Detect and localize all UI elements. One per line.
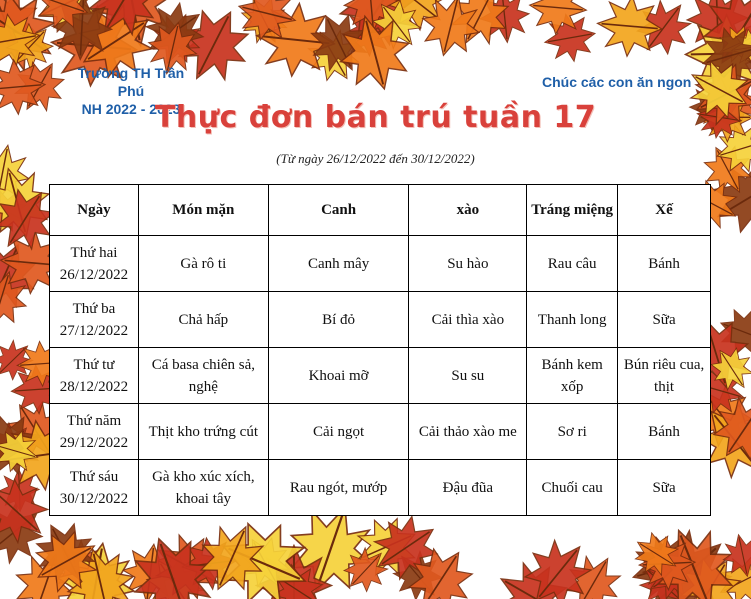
greeting-text: Chúc các con ăn ngon	[542, 74, 692, 90]
snack-cell: Bánh	[618, 236, 711, 292]
dessert-cell: Sơ ri	[527, 404, 618, 460]
stir-fry-cell: Su su	[409, 348, 527, 404]
day-name: Thứ ba	[72, 300, 116, 317]
day-cell	[50, 404, 139, 460]
day-date: 26/12/2022	[59, 266, 129, 283]
main-dish-cell: Thịt kho trứng cút	[138, 404, 268, 460]
day-name: Thứ năm	[66, 412, 122, 429]
day-cell	[50, 236, 139, 292]
table-header-row	[50, 185, 711, 236]
header-dessert: Tráng miệng	[527, 185, 618, 236]
stir-fry-cell: Su hào	[409, 236, 527, 292]
header-stir-fry: xào	[409, 185, 527, 236]
main-dish-cell: Gà kho xúc xích, khoai tây	[138, 460, 268, 516]
day-cell	[50, 348, 139, 404]
soup-cell: Bí đỏ	[268, 292, 409, 348]
day-date: 29/12/2022	[59, 434, 129, 451]
menu-table	[49, 184, 711, 516]
date-range: (Từ ngày 26/12/2022 đến 30/12/2022)	[276, 151, 475, 166]
table-row	[50, 292, 711, 348]
school-name: Trường TH Trần Phú	[77, 65, 185, 99]
dessert-cell: Thanh long	[527, 292, 618, 348]
soup-cell: Canh mây	[268, 236, 409, 292]
day-date: 28/12/2022	[59, 378, 129, 395]
main-dish-cell: Gà rô ti	[138, 236, 268, 292]
stir-fry-cell: Cải thìa xào	[409, 292, 527, 348]
stir-fry-cell: Cải thảo xào me	[409, 404, 527, 460]
page-title: Thực đơn bán trú tuần 17	[154, 100, 597, 135]
day-date: 30/12/2022	[59, 490, 129, 507]
main-dish-cell: Chả hấp	[138, 292, 268, 348]
header-main-dish: Món mặn	[138, 185, 268, 236]
soup-cell: Cải ngọt	[268, 404, 409, 460]
main-dish-cell: Cá basa chiên sả, nghệ	[138, 348, 268, 404]
snack-cell: Bún riêu cua, thịt	[618, 348, 711, 404]
header-snack: Xế	[618, 185, 711, 236]
day-name: Thứ hai	[70, 244, 118, 261]
school-year: NH 2022 - 2023	[81, 101, 181, 117]
snack-cell: Sữa	[618, 292, 711, 348]
day-cell	[50, 460, 139, 516]
table-row	[50, 348, 711, 404]
dessert-cell: Bánh kem xốp	[527, 348, 618, 404]
table-row	[50, 236, 711, 292]
header-day: Ngày	[50, 185, 139, 236]
soup-cell: Rau ngót, mướp	[268, 460, 409, 516]
day-name: Thứ tư	[73, 356, 115, 373]
header-soup: Canh	[268, 185, 409, 236]
day-date: 27/12/2022	[59, 322, 129, 339]
soup-cell: Khoai mỡ	[268, 348, 409, 404]
dessert-cell: Rau câu	[527, 236, 618, 292]
day-cell	[50, 292, 139, 348]
snack-cell: Sữa	[618, 460, 711, 516]
day-name: Thứ sáu	[69, 468, 119, 485]
table-row	[50, 404, 711, 460]
dessert-cell: Chuối cau	[527, 460, 618, 516]
table-row	[50, 460, 711, 516]
snack-cell: Bánh	[618, 404, 711, 460]
stir-fry-cell: Đậu đũa	[409, 460, 527, 516]
